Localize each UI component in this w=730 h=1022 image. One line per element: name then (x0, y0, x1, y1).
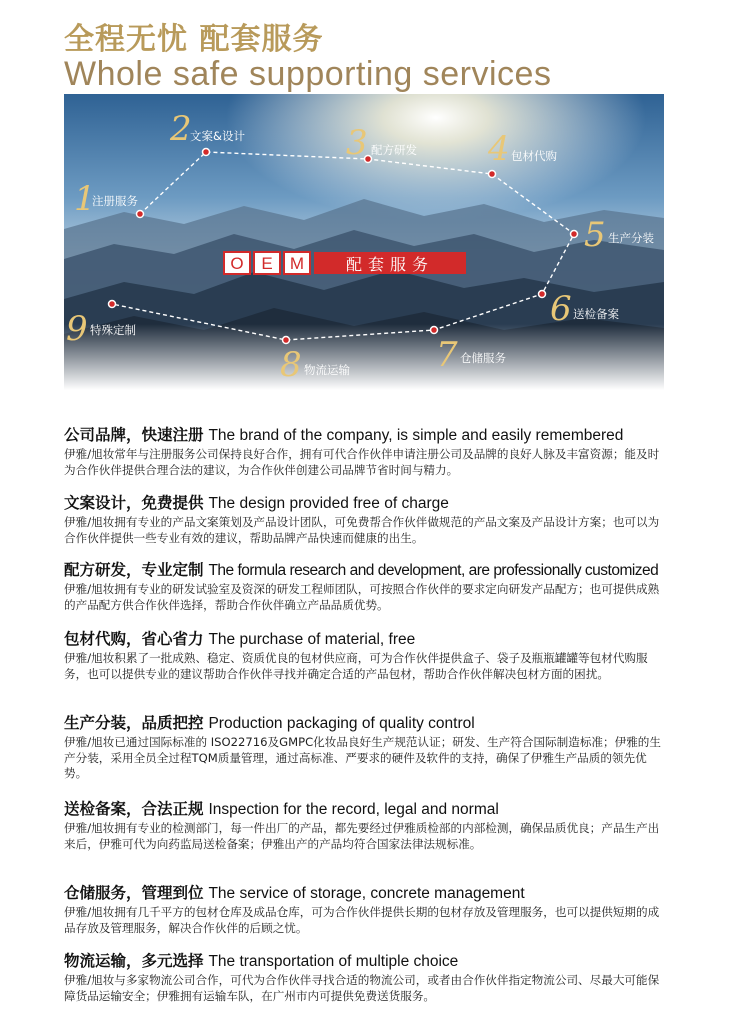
section-title-en: The service of storage, concrete management (208, 885, 525, 902)
section-production (64, 714, 664, 782)
section-title-en: The formula research and development, are professionally customized (208, 562, 659, 579)
route-point-4 (489, 171, 496, 178)
step-num-1: 1 (74, 179, 96, 219)
step-label-2: 文案&设计 (190, 129, 245, 143)
page-title-en: Whole safe supporting services (64, 55, 552, 93)
route-point-7 (431, 327, 438, 334)
step-num-2: 2 (170, 109, 192, 149)
section-logistics (64, 952, 664, 1004)
step-label-6: 送检备案 (573, 307, 619, 321)
section-title (64, 494, 664, 513)
section-title-en: The transportation of multiple choice (208, 953, 459, 970)
section-title-en: Production packaging of quality control (208, 715, 475, 732)
step-num-7: 7 (436, 335, 458, 375)
step-label-7: 仓储服务 (460, 351, 506, 365)
route-point-8 (283, 337, 290, 344)
banner-illustration (64, 94, 664, 390)
section-body: 伊雅/旭妆积累了一批成熟、稳定、资质优良的包材供应商，可为合作伙伴提供盒子、袋子及瓶瓶罐罐等包材代购服务，也可以提供专业的建议帮助合作伙伴寻找并确定合适的产品包材，帮助合作伙伴解决包材方面的困扰。 (64, 651, 648, 681)
route-point-2 (203, 149, 210, 156)
section-inspection (64, 800, 664, 852)
step-num-6: 6 (550, 289, 572, 329)
step-label-3: 配方研发 (371, 143, 417, 157)
section-title (64, 800, 664, 819)
section-title-cn: 物流运输，多元选择 (64, 952, 204, 970)
route-point-5 (571, 231, 578, 238)
section-body: 伊雅/旭妆拥有专业的研发试验室及资深的研发工程师团队，可按照合作伙伴的要求定向研发产品配方；也可提供成熟的产品配方供合作伙伴选择，帮助合作伙伴确立产品品质优势。 (64, 582, 660, 612)
section-title (64, 952, 664, 971)
section-title (64, 426, 664, 445)
section-title-cn: 包材代购，省心省力 (64, 630, 204, 648)
oem-letter-o: O (230, 254, 244, 273)
section-title-en: The brand of the company, is simple and easily remembered (208, 427, 624, 444)
section-body: 伊雅/旭妆与多家物流公司合作，可代为合作伙伴寻找合适的物流公司，或者由合作伙伴指定物流公司、尽最大可能保障货品运输安全；伊雅拥有运输车队，在广州市内可提供免费送货服务。 (64, 973, 660, 1003)
section-storage (64, 884, 664, 936)
service-banner (64, 94, 664, 390)
section-brand-registration (64, 426, 664, 478)
step-num-5: 5 (584, 215, 606, 255)
route-point-1 (137, 211, 144, 218)
section-title-en: The design provided free of charge (208, 495, 449, 512)
step-label-1: 注册服务 (92, 194, 138, 208)
step-num-9: 9 (66, 309, 88, 349)
route-point-9 (109, 301, 116, 308)
section-title-cn: 送检备案，合法正规 (64, 800, 204, 818)
section-body: 伊雅/旭妆已通过国际标准的 ISO22716及GMPC化妆品良好生产规范认证；研发、生产符合国际制造标准；伊雅的生产分装，采用全员全过程TQM质量管理，通过高标准、严要求的硬件及软件的支持，确保了伊雅生产品质的领先优势。 (64, 735, 661, 780)
section-title-cn: 生产分装，品质把控 (64, 714, 204, 732)
step-num-4: 4 (488, 129, 510, 169)
section-copy-design (64, 494, 664, 546)
section-body: 伊雅/旭妆拥有专业的检测部门，每一件出厂的产品，都先要经过伊雅质检部的内部检测，确保品质优良；产品生产出来后，伊雅可代为向药监局送检备案；伊雅出产的产品均符合国家法律法规标准。 (64, 821, 660, 851)
section-title-cn: 配方研发，专业定制 (64, 561, 204, 579)
step-num-8: 8 (280, 345, 302, 385)
step-label-8: 物流运输 (304, 363, 350, 377)
section-title-cn: 文案设计，免费提供 (64, 494, 204, 512)
step-num-3: 3 (346, 123, 368, 163)
step-label-4: 包材代购 (511, 149, 557, 163)
oem-letter-m: M (289, 254, 305, 273)
page-title-cn: 全程无忧 配套服务 (64, 22, 324, 57)
section-body: 伊雅/旭妆拥有几千平方的包材仓库及成品仓库，可为合作伙伴提供长期的包材存放及管理服务，也可以提供短期的成品存放及管理服务，解决合作伙伴的后顾之忧。 (64, 905, 660, 935)
section-title (64, 714, 664, 733)
oem-service-text: 配套服务 (345, 255, 435, 274)
section-material-purchase (64, 630, 664, 682)
section-title-cn: 仓储服务，管理到位 (64, 884, 204, 902)
section-body: 伊雅/旭妆拥有专业的产品文案策划及产品设计团队，可免费帮合作伙伴做规范的产品文案及产品设计方案；也可以为合作伙伴提供一些专业有效的建议，帮助品牌产品快速而健康的出生。 (64, 515, 660, 545)
route-point-6 (539, 291, 546, 298)
step-label-9: 特殊定制 (90, 323, 136, 337)
section-title (64, 561, 664, 580)
section-title-cn: 公司品牌，快速注册 (64, 426, 204, 444)
oem-badge (224, 252, 466, 274)
section-title-en: Inspection for the record, legal and normal (208, 801, 499, 818)
section-title (64, 884, 664, 903)
step-label-5: 生产分装 (608, 231, 654, 245)
section-title (64, 630, 664, 649)
section-body: 伊雅/旭妆常年与注册服务公司保持良好合作，拥有可代合作伙伴申请注册公司及品牌的良好人脉及丰富资源；能及时为合作伙伴提供合理合法的建议，为合作伙伴创建公司品牌节省时间与精力。 (64, 447, 660, 477)
oem-letter-e: E (261, 254, 273, 273)
section-title-en: The purchase of material, free (208, 631, 416, 648)
section-formula-rd (64, 561, 664, 613)
